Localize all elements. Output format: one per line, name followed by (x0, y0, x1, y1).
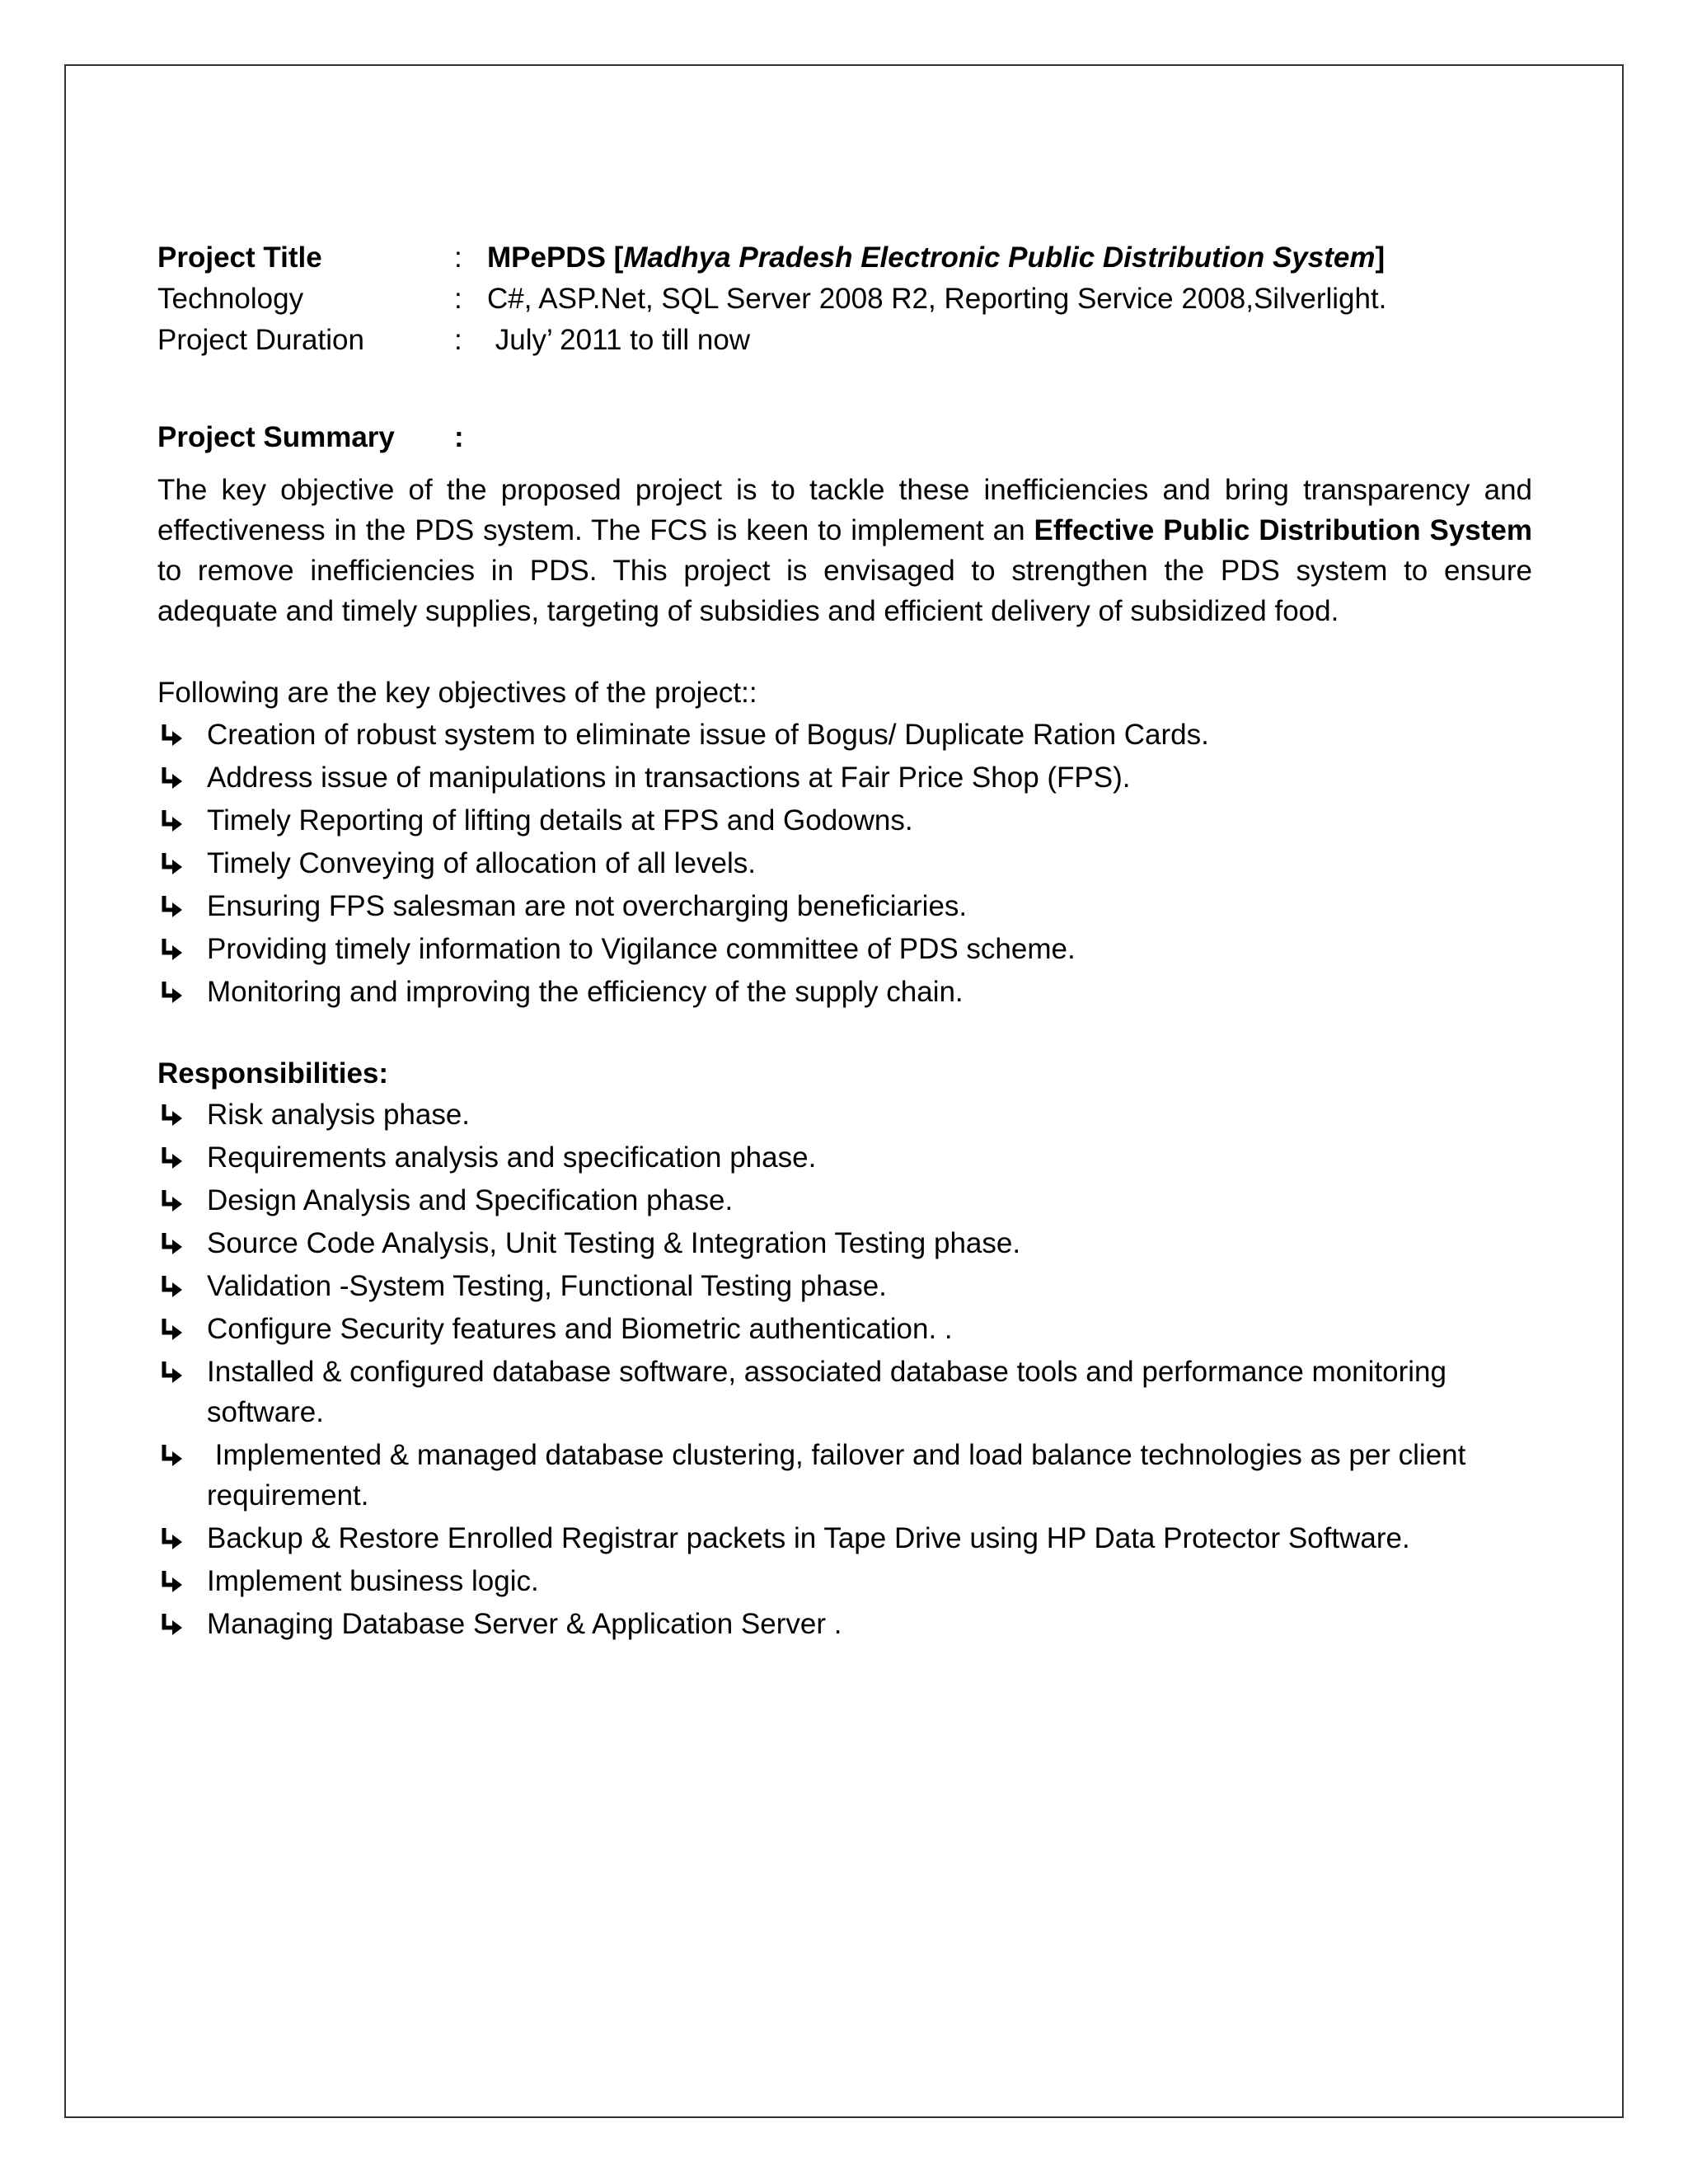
hooked-arrow-icon (157, 1230, 185, 1258)
hooked-arrow-icon (157, 1273, 185, 1301)
summary-heading-label: Project Summary (157, 421, 395, 453)
hooked-arrow-icon (157, 893, 185, 921)
summary-heading-colon: : (454, 421, 464, 453)
duration-row (157, 320, 1532, 368)
responsibility-text: Validation -System Testing, Functional Testing phase. (207, 1270, 887, 1302)
objective-text: Monitoring and improving the efficiency of the supply chain. (207, 976, 964, 1008)
project-title-label: Project Title (157, 241, 322, 274)
hooked-arrow-icon (157, 936, 185, 964)
project-title-row (157, 237, 1532, 279)
project-title-suffix: ] (1375, 241, 1386, 274)
list-item (157, 1604, 1532, 1644)
document-content (157, 237, 1532, 1647)
objective-text: Timely Reporting of lifting details at FPS and Godowns. (207, 804, 913, 837)
list-item (157, 1518, 1532, 1558)
list-item (157, 1223, 1532, 1263)
hooked-arrow-icon (157, 851, 185, 879)
objective-text: Timely Conveying of allocation of all levels. (207, 847, 756, 879)
objective-text: Ensuring FPS salesman are not overcharging beneficiaries. (207, 890, 968, 922)
list-item (157, 1266, 1532, 1306)
responsibilities-heading: Responsibilities: (157, 1057, 389, 1090)
objective-text: Creation of robust system to eliminate issue of Bogus/ Duplicate Ration Cards. (207, 719, 1209, 751)
hooked-arrow-icon (157, 1188, 185, 1216)
hooked-arrow-icon (157, 979, 185, 1007)
list-item (157, 1435, 1532, 1516)
hooked-arrow-icon (157, 722, 185, 750)
list-item (157, 1180, 1532, 1221)
project-title-value (487, 237, 1385, 278)
summary-text-bold: Effective Public Distribution System (1034, 514, 1533, 546)
project-title-prefix: MPePDS [ (487, 241, 624, 274)
list-item (157, 757, 1532, 798)
objectives-list (157, 715, 1532, 1012)
list-item (157, 715, 1532, 755)
hooked-arrow-icon (157, 1359, 185, 1387)
responsibility-text: Risk analysis phase. (207, 1099, 471, 1131)
list-item (157, 800, 1532, 841)
list-item (157, 1137, 1532, 1178)
duration-text: July’ 2011 to till now (495, 324, 751, 356)
objective-text: Address issue of manipulations in transactions at Fair Price Shop (FPS). (207, 762, 1131, 794)
responsibility-text: Requirements analysis and specification phase. (207, 1141, 817, 1174)
technology-value: C#, ASP.Net, SQL Server 2008 R2, Reporting Service 2008,Silverlight. (487, 283, 1387, 315)
responsibility-text: Backup & Restore Enrolled Registrar packets in Tape Drive using HP Data Protector Software. (207, 1522, 1410, 1554)
list-item (157, 843, 1532, 883)
hooked-arrow-icon (157, 1316, 185, 1344)
duration-label: Project Duration (157, 324, 364, 356)
responsibility-text: Managing Database Server & Application Server . (207, 1608, 842, 1640)
list-item (157, 1094, 1532, 1135)
list-item (157, 1309, 1532, 1349)
list-item (157, 1561, 1532, 1601)
technology-label: Technology (157, 283, 304, 315)
hooked-arrow-icon (157, 808, 185, 836)
duration-value (487, 320, 750, 360)
hooked-arrow-icon (157, 765, 185, 793)
list-item (157, 972, 1532, 1012)
responsibility-text: Implemented & managed database clustering, failover and load balance technologies as per client requirement. (207, 1439, 1475, 1511)
project-summary-heading (157, 417, 1532, 458)
duration-colon: : (454, 324, 462, 356)
summary-text-part-1: The key objective of the proposed project is to tackle these inefficiencies and bring transparency and effectiveness in the PDS system. The FCS is keen to implement an (157, 474, 1532, 546)
technology-colon: : (454, 283, 462, 315)
hooked-arrow-icon (157, 1568, 185, 1596)
project-title-colon: : (454, 241, 462, 274)
hooked-arrow-icon (157, 1102, 185, 1130)
objectives-intro: Following are the key objectives of the project:: (157, 677, 757, 709)
hooked-arrow-icon (157, 1145, 185, 1173)
responsibility-text: Design Analysis and Specification phase. (207, 1184, 734, 1216)
project-title-italic: Madhya Pradesh Electronic Public Distribution System (623, 241, 1376, 274)
summary-text-part-2: to remove inefficiencies in PDS. This project is envisaged to strengthen the PDS system to ensure adequate and timely supplies, targeting of subsidies and efficient delivery of subsidized food. (157, 555, 1532, 627)
hooked-arrow-icon (157, 1442, 185, 1470)
hooked-arrow-icon (157, 1526, 185, 1554)
responsibility-text: Installed & configured database software, associated database tools and performance monitoring software. (207, 1356, 1447, 1428)
responsibilities-list (157, 1094, 1532, 1644)
project-summary-paragraph (157, 470, 1532, 631)
list-item (157, 1352, 1532, 1432)
hooked-arrow-icon (157, 1611, 185, 1639)
list-item (157, 886, 1532, 926)
responsibility-text: Implement business logic. (207, 1565, 539, 1597)
responsibility-text: Source Code Analysis, Unit Testing & Integration Testing phase. (207, 1227, 1021, 1259)
list-item (157, 929, 1532, 969)
responsibility-text: Configure Security features and Biometric authentication. . (207, 1313, 953, 1345)
objective-text: Providing timely information to Vigilance committee of PDS scheme. (207, 933, 1076, 965)
technology-row (157, 279, 1532, 320)
